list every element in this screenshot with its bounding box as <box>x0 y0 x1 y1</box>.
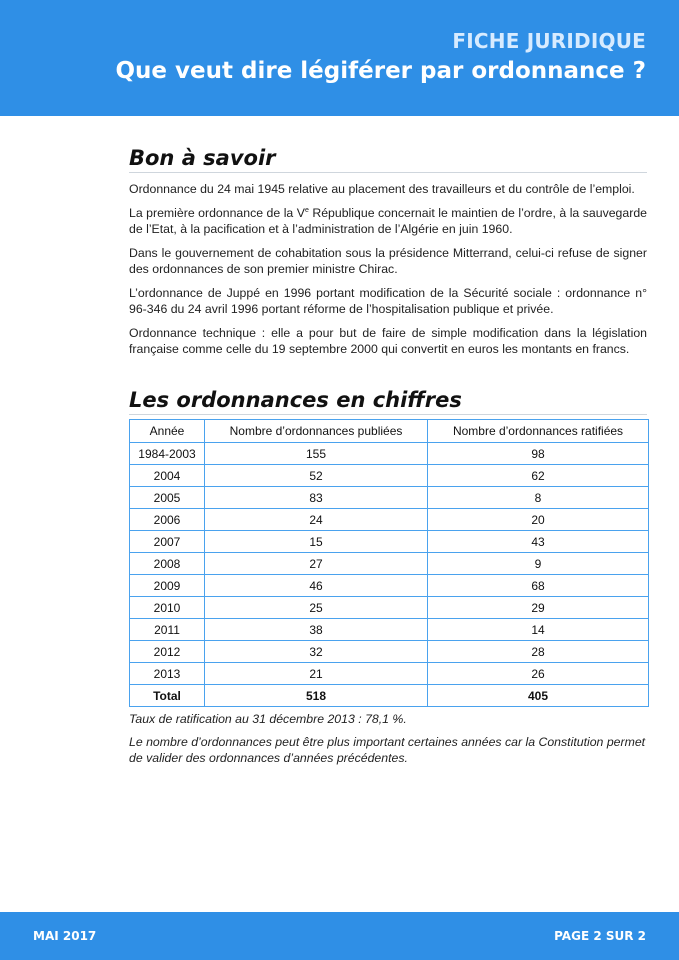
cell-annee: 2011 <box>130 619 205 641</box>
cell-annee: 2009 <box>130 575 205 597</box>
section-title-chiffres: Les ordonnances en chiffres <box>129 387 647 415</box>
constitution-note: Le nombre d’ordonnances peut être plus important certaines années car la Constitution permet de valider des ordonnances d’années précédentes. <box>129 735 646 765</box>
cell-ratifiees: 29 <box>428 597 649 619</box>
cell-publiees: 83 <box>205 487 428 509</box>
total-publiees: 518 <box>205 685 428 707</box>
cell-annee: 2008 <box>130 553 205 575</box>
cell-publiees: 155 <box>205 443 428 465</box>
cell-annee: 2013 <box>130 663 205 685</box>
paragraph-1945: Ordonnance du 24 mai 1945 relative au placement des travailleurs et du contrôle de l’emploi. <box>129 182 635 196</box>
footer-page-number: PAGE 2 SUR 2 <box>554 929 646 943</box>
table-row <box>130 443 649 465</box>
cell-publiees: 25 <box>205 597 428 619</box>
cell-ratifiees: 62 <box>428 465 649 487</box>
section-chiffres <box>129 387 647 766</box>
cell-annee: 2006 <box>130 509 205 531</box>
table-row <box>130 641 649 663</box>
paragraph-ve-republique-end: République concernait le maintien de l’ordre, à la sauvegarde de l’Etat, à la pacification et à l’administration de l’Algérie en juin 1960. <box>129 206 648 236</box>
cell-ratifiees: 43 <box>428 531 649 553</box>
table-row <box>130 465 649 487</box>
ordonnances-table <box>129 419 649 707</box>
total-label: Total <box>130 685 205 707</box>
cell-annee: 2010 <box>130 597 205 619</box>
document-kicker: FICHE JURIDIQUE <box>452 29 646 53</box>
cell-publiees: 38 <box>205 619 428 641</box>
cell-annee: 1984-2003 <box>130 443 205 465</box>
section-title-bon-a-savoir: Bon à savoir <box>129 145 647 173</box>
cell-publiees: 32 <box>205 641 428 663</box>
table-row <box>130 509 649 531</box>
ratification-rate-note: Taux de ratification au 31 décembre 2013 : 78,1 %. <box>129 712 407 726</box>
paragraph-ve-republique-start: La première ordonnance de la V <box>129 206 305 220</box>
document-title: Que veut dire légiférer par ordonnance ? <box>115 58 646 84</box>
table-row <box>130 553 649 575</box>
header-publiees: Nombre d’ordonnances publiées <box>205 420 428 443</box>
table-row <box>130 487 649 509</box>
cell-publiees: 24 <box>205 509 428 531</box>
cell-publiees: 27 <box>205 553 428 575</box>
cell-annee: 2004 <box>130 465 205 487</box>
paragraph-ordonnance-technique: Ordonnance technique : elle a pour but de faire de simple modification dans la législation française comme celle du 19 septembre 2000 qui convertit en euros les montants en francs. <box>129 326 647 356</box>
table-row <box>130 531 649 553</box>
table-body <box>130 443 649 685</box>
table-row <box>130 663 649 685</box>
paragraph-juppe: L’ordonnance de Juppé en 1996 portant modification de la Sécurité sociale : ordonnance n° 96-346 du 24 avril 1996 portant réforme de l’hospitalisation publique et privée. <box>129 286 647 316</box>
cell-ratifiees: 9 <box>428 553 649 575</box>
footer-date: MAI 2017 <box>33 929 97 943</box>
cell-annee: 2005 <box>130 487 205 509</box>
cell-ratifiees: 20 <box>428 509 649 531</box>
cell-ratifiees: 68 <box>428 575 649 597</box>
cell-ratifiees: 14 <box>428 619 649 641</box>
table-row <box>130 597 649 619</box>
cell-ratifiees: 26 <box>428 663 649 685</box>
superscript-e: e <box>304 206 309 214</box>
cell-publiees: 21 <box>205 663 428 685</box>
table-row <box>130 575 649 597</box>
cell-annee: 2012 <box>130 641 205 663</box>
paragraph-ve-republique <box>129 205 647 237</box>
header-annee: Année <box>130 420 205 443</box>
table-row <box>130 619 649 641</box>
paragraph-cohabitation: Dans le gouvernement de cohabitation sous la présidence Mitterrand, celui-ci refuse de signer des ordonnances de son premier ministre Chirac. <box>129 246 647 276</box>
cell-publiees: 15 <box>205 531 428 553</box>
cell-ratifiees: 28 <box>428 641 649 663</box>
header-ratifiees: Nombre d’ordonnances ratifiées <box>428 420 649 443</box>
table-total-row <box>130 685 649 707</box>
table-header-row <box>130 420 649 443</box>
cell-ratifiees: 98 <box>428 443 649 465</box>
main-content <box>129 145 647 766</box>
cell-ratifiees: 8 <box>428 487 649 509</box>
cell-publiees: 46 <box>205 575 428 597</box>
cell-annee: 2007 <box>130 531 205 553</box>
total-ratifiees: 405 <box>428 685 649 707</box>
cell-publiees: 52 <box>205 465 428 487</box>
